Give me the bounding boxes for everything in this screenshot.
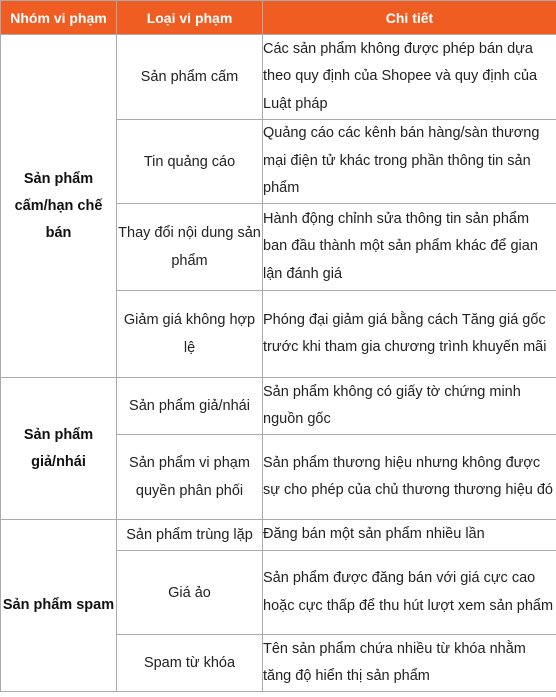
detail-cell: Hành động chỉnh sửa thông tin sản phẩm ban đầu thành một sản phẩm khác để gian lận đánh giá: [263, 204, 556, 291]
detail-cell: Sản phẩm thương hiệu nhưng không được sự cho phép của chủ thương thương hiệu đó: [263, 435, 556, 520]
type-cell: Giá ảo: [117, 551, 263, 635]
type-cell: Sản phẩm trùng lặp: [117, 520, 263, 551]
type-cell: Tin quảng cáo: [117, 120, 263, 204]
header-type: Loại vi phạm: [117, 1, 263, 35]
type-cell: Sản phẩm giả/nhái: [117, 378, 263, 435]
table-row: [1, 520, 556, 551]
type-cell: Spam từ khóa: [117, 635, 263, 692]
detail-cell: Quảng cáo các kênh bán hàng/sàn thương mại điện tử khác trong phần thông tin sản phẩm: [263, 120, 556, 204]
group-cell: Sản phẩm giả/nhái: [1, 378, 117, 520]
detail-cell: Sản phẩm được đăng bán với giá cực cao hoặc cực thấp để thu hút lượt xem sản phẩm: [263, 551, 556, 635]
detail-cell: Các sản phẩm không được phép bán dựa theo quy định của Shopee và quy định của Luật pháp: [263, 35, 556, 120]
header-row: [1, 1, 556, 35]
type-cell: Thay đổi nội dung sản phẩm: [117, 204, 263, 291]
type-cell: Giảm giá không hợp lệ: [117, 291, 263, 378]
header-group: Nhóm vi phạm: [1, 1, 117, 35]
group-cell: Sản phẩm cấm/hạn chế bán: [1, 35, 117, 378]
header-detail: Chi tiết: [263, 1, 556, 35]
type-cell: Sản phẩm cấm: [117, 35, 263, 120]
table-row: [1, 35, 556, 120]
detail-cell: Tên sản phẩm chứa nhiều từ khóa nhằm tăng độ hiển thị sản phẩm: [263, 635, 556, 692]
group-cell: Sản phẩm spam: [1, 520, 117, 692]
table-row: [1, 378, 556, 435]
detail-cell: Sản phẩm không có giấy tờ chứng minh nguồn gốc: [263, 378, 556, 435]
detail-cell: Đăng bán một sản phẩm nhiều lần: [263, 520, 556, 551]
detail-cell: Phóng đại giảm giá bằng cách Tăng giá gốc trước khi tham gia chương trình khuyến mãi: [263, 291, 556, 378]
type-cell: Sản phẩm vi phạm quyền phân phối: [117, 435, 263, 520]
